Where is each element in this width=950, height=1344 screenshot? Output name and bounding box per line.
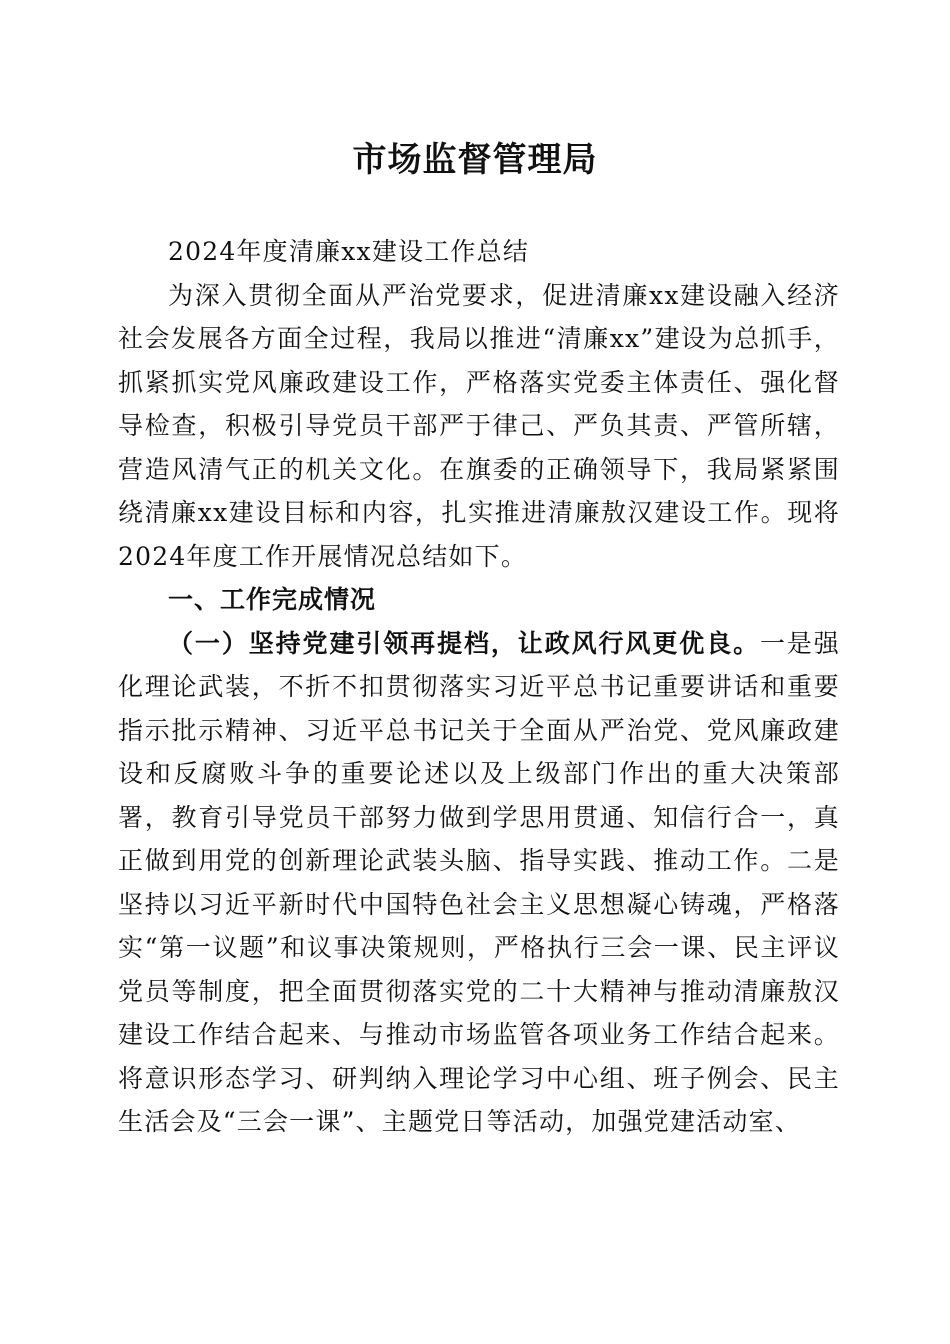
document-body [118,230,840,1144]
document-subtitle: 2024年度清廉xx建设工作总结 [168,237,530,266]
document-title: 市场监督管理局 [352,140,598,180]
subsection-paragraph [118,622,840,1144]
subsection-lead: （一）坚持党建引领再提档，让政风行风更优良。 [168,628,760,658]
subsection-body: 一是强化理论武装，不折不扣贯彻落实习近平总书记重要讲话和重要指示批示精神、习近平总书记关于全面从严治党、党风廉政建设和反腐败斗争的重要论述以及上级部门作出的重大决策部署，教育引导党员干部努力做到学思用贯通、知信行合一，真正做到用党的创新理论武装头脑、指导实践、推动工作。二是坚持以习近平新时代中国特色社会主义思想凝心铸魂，严格落实“第一议题”和议事决策规则，严格执行三会一课、民主评议党员等制度，把全面贯彻落实党的二十大精神与推动清廉敖汉建设工作结合起来、与推动市场监管各项业务工作结合起来。将意识形态学习、研判纳入理论学习中心组、班子例会、民主生活会及“三会一课”、主题党日等活动，加强党建活动室、 [118,628,841,1136]
intro-paragraph: 为深入贯彻全面从严治党要求，促进清廉xx建设融入经济社会发展各方面全过程，我局以推进“清廉xx”建设为总抓手，抓紧抓实党风廉政建设工作，严格落实党委主体责任、强化督导检查，积极引导党员干部严于律己、严负其责、严管所辖，营造风清气正的机关文化。在旗委的正确领导下，我局紧紧围绕清廉xx建设目标和内容，扎实推进清廉敖汉建设工作。现将2024年度工作开展情况总结如下。 [118,280,840,571]
section-heading: 一、工作完成情况 [168,585,377,614]
